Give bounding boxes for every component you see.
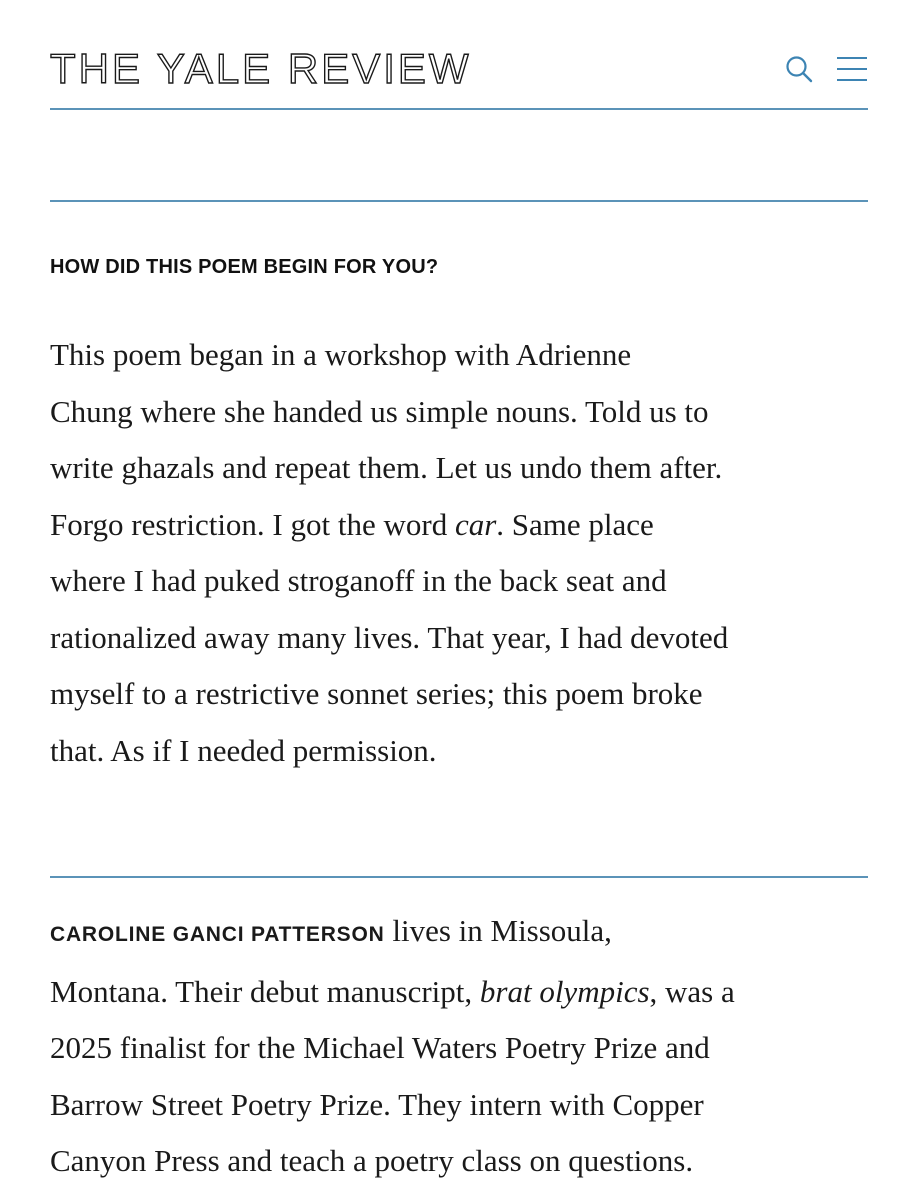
answer-italic-word: car [454,506,497,542]
answer-line: . Same place [496,506,654,542]
site-logo[interactable]: THE YALE REVIEW [50,45,472,92]
section-divider-top [50,200,868,202]
bio-text: 2025 finalist for the Michael Waters Poetry Prize and [50,1030,710,1065]
answer-line: This poem began in a workshop with Adrienne [50,337,632,372]
bio-text: Barrow Street Poetry Prize. They intern with Copper [50,1086,704,1122]
bio-text: , was a [649,973,735,1009]
bio-text: Montana. Their debut manuscript, [50,973,480,1009]
answer-line: that. As if I needed permission. [50,732,437,768]
author-name: CAROLINE GANCI PATTERSON [50,923,385,946]
header-divider [50,108,868,110]
bio-text: Canyon Press and teach a poetry class on questions. [50,1143,694,1178]
answer-line: myself to a restrictive sonnet series; this poem broke [50,676,703,711]
site-header [50,40,868,110]
header-icons [784,54,868,84]
menu-icon[interactable] [836,55,868,83]
manuscript-title: brat olympics [479,973,650,1009]
answer-line: write ghazals and repeat them. Let us undo them after. [50,450,723,485]
answer-paragraph [50,327,880,779]
answer-line: where I had puked stroganoff in the back seat and [50,563,667,598]
search-icon[interactable] [784,54,814,84]
bio-text: lives in Missoula, [384,913,612,948]
section-divider-bio [50,876,868,878]
author-bio [50,903,880,1190]
answer-line: rationalized away many lives. That year, I had devoted [50,619,729,655]
answer-line: Forgo restriction. I got the word [50,506,455,542]
answer-line: Chung where she handed us simple nouns. Told us to [50,393,709,429]
question-heading: HOW DID THIS POEM BEGIN FOR YOU? [50,256,439,278]
